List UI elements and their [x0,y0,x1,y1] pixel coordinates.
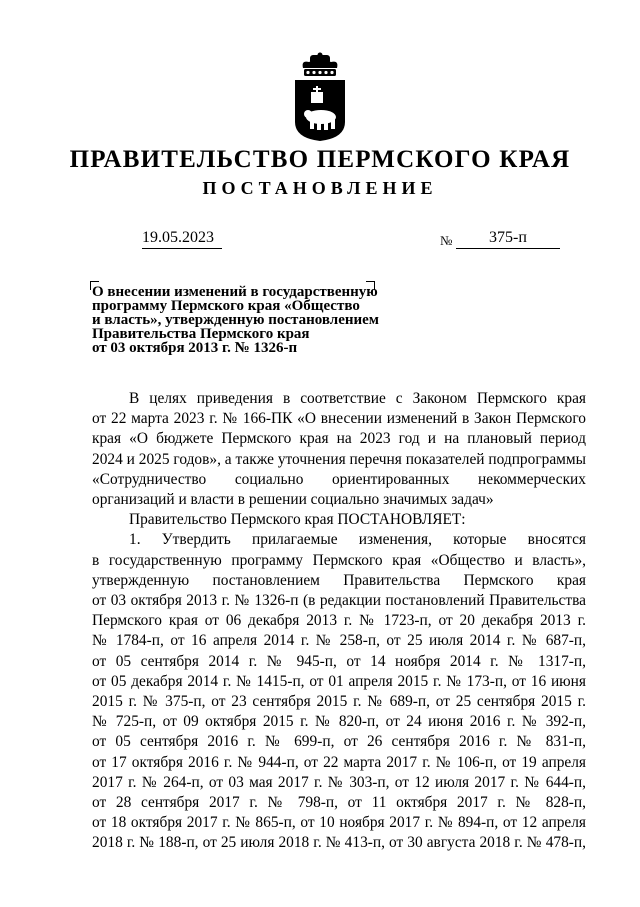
text-line: от 05 сентября 2016 г. № 699-п, от 26 сентября 2016 г. № 831-п, [92,733,586,751]
document-type: ПОСТАНОВЛЕНИЕ [202,178,438,198]
number-sign: № [440,233,453,248]
text-line: в государственную программу Пермского края «Общество и власть», [92,551,586,569]
document-date: 19.05.2023 [142,229,222,249]
subject-line: О внесении изменений в государственную [92,284,378,300]
text-line: 2018 г. № 188-п, от 25 июля 2018 г. № 413-п, от 30 августа 2018 г. № 478-п, [92,834,586,852]
text-line: 2024 и 2025 годов», а также уточнения перечня показателей подпрограммы [92,450,586,468]
text-line: № 1784-п, от 16 апреля 2014 г. № 258-п, от 25 июля 2014 г. № 687-п, [92,632,586,650]
paragraph-preamble [92,389,586,510]
subject-line: программу Пермского края «Общество [92,298,360,314]
text-line: от 18 октября 2017 г. № 865-п, от 10 ноября 2017 г. № 894-п, от 12 апреля [92,814,586,832]
document-body [92,389,586,854]
subject-line: и власть», утвержденную постановлением [92,312,380,328]
text-line: «Сотрудничество социально ориентированных некоммерческих [92,470,586,488]
text-line: 2015 г. № 375-п, от 23 сентября 2015 г. № 689-п, от 25 сентября 2015 г. [92,693,586,711]
text-line: 2017 г. № 264-п, от 03 мая 2017 г. № 303-п, от 12 июля 2017 г. № 644-п, [92,773,586,791]
subject-line: Правительства Пермского края [92,326,310,342]
text-line: от 22 марта 2023 г. № 166-ПК «О внесении изменений в Закон Пермского [92,410,586,428]
text-line: В целях приведения в соответствие с Законом Пермского края [129,390,586,407]
text-line: Правительство Пермского края ПОСТАНОВЛЯЕТ: [129,511,466,529]
document-number: 375-п [456,229,560,249]
subject-line: от 03 октября 2013 г. № 1326-п [92,340,298,356]
text-line: от 17 октября 2016 г. № 944-п, от 22 марта 2017 г. № 106-п, от 19 апреля [92,753,586,771]
text-line: от 28 сентября 2017 г. № 798-п, от 11 октября 2017 г. № 828-п, [92,794,586,812]
crown-icon [303,53,338,77]
text-line: утвержденную постановлением Правительства Пермского края [92,571,586,589]
document-subject [92,285,379,355]
text-line: от 05 декабря 2014 г. № 1415-п, от 01 апреля 2015 г. № 173-п, от 16 июня [92,672,586,690]
text-line: № 725-п, от 09 октября 2015 г. № 820-п, от 24 июня 2016 г. № 392-п, [92,713,586,731]
government-title: ПРАВИТЕЛЬСТВО ПЕРМСКОГО КРАЯ [69,146,571,173]
text-line: организаций и власти в решении социально значимых задач» [92,491,494,509]
text-line: края «О бюджете Пермского края на 2023 год и на плановый период [92,430,586,448]
text-line: от 03 октября 2013 г. № 1326-п (в редакции постановлений Правительства [92,592,586,610]
text-line: от 05 сентября 2014 г. № 945-п, от 14 ноября 2014 г. № 1317-п, [92,652,586,670]
paragraph-item-1 [92,530,586,853]
text-line: 1. Утвердить прилагаемые изменения, которые вносятся [129,531,586,549]
text-line: Пермского края от 06 декабря 2013 г. № 1723-п, от 20 декабря 2013 г. [92,612,586,630]
coat-of-arms-emblem [291,52,349,142]
paragraph-resolves [92,510,586,530]
